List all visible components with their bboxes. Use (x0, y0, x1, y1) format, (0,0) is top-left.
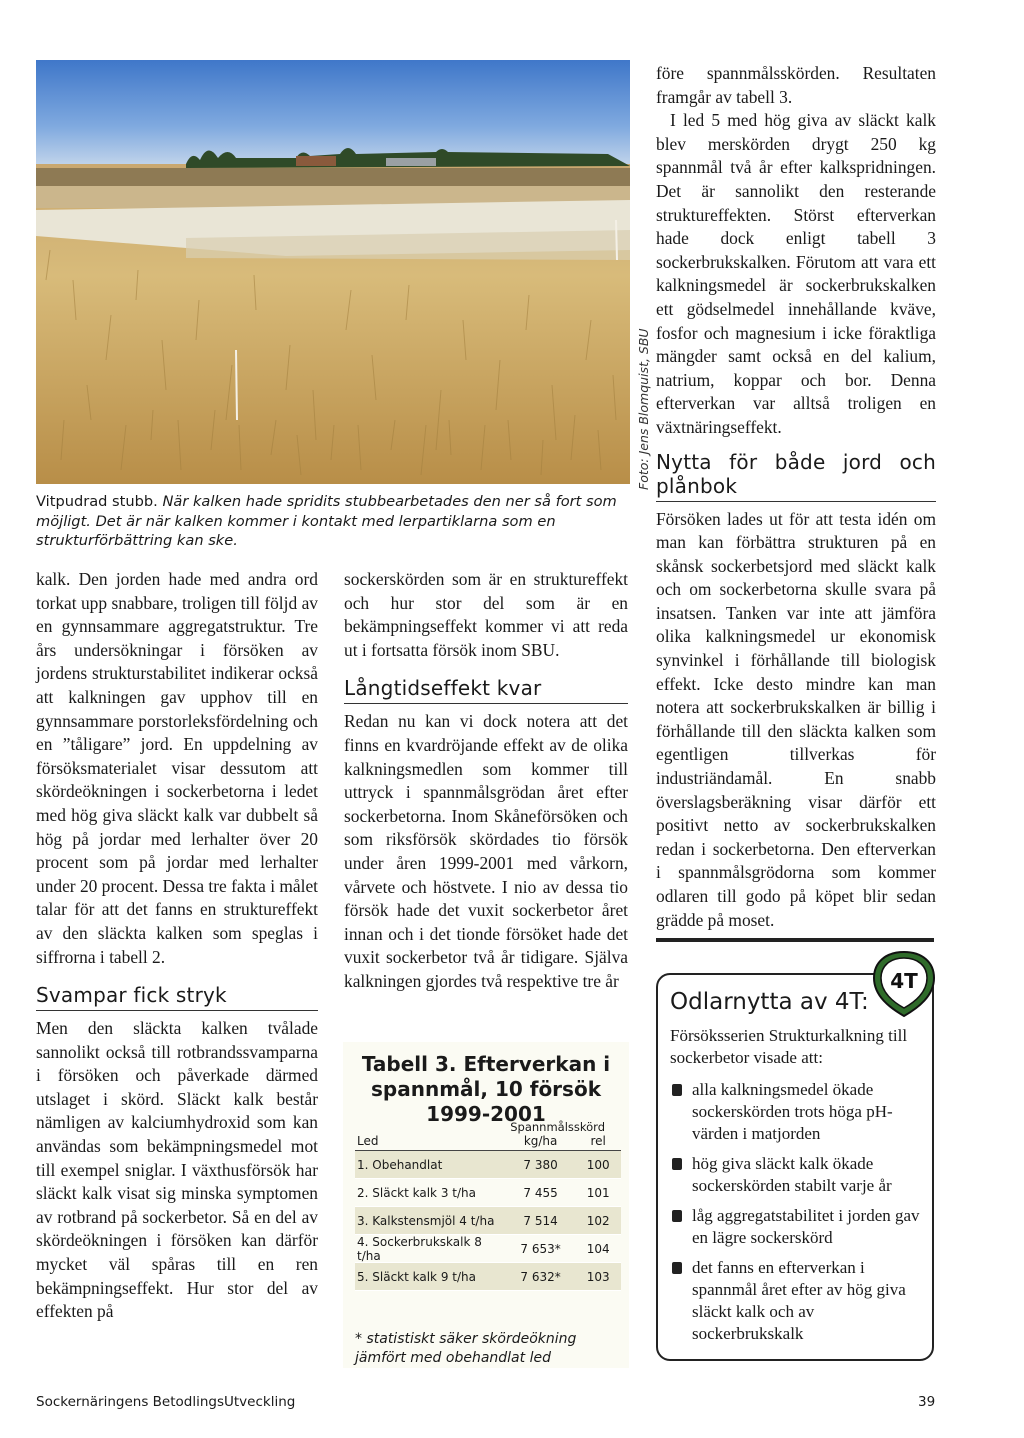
table-footnote: * statistiskt säker skördeökning jämfört med obehandlat led (355, 1331, 577, 1366)
list-item-text: låg aggregatstabilitet i jorden gav en lägre sockerskörd (692, 1206, 920, 1247)
table-cell-kgha: 7 514 (523, 1213, 558, 1228)
table-header-row (355, 1134, 621, 1151)
caption-lead: Vitpudrad stubb. (36, 493, 158, 510)
table-cell-led: 2. Släckt kalk 3 t/ha (357, 1185, 476, 1200)
table-3-box (343, 1042, 629, 1368)
list-item-text: hög giva släckt kalk ökade sockerskörden stabilt varje år (692, 1154, 892, 1195)
bullet-icon (672, 1084, 682, 1096)
col3-paragraph-2: I led 5 med hög giva av släckt kalk blev merskörden drygt 250 kg spannmål två år efter kalkspridningen. Det är sannolikt den resterande struktureffekten. Störst efterverkan hade dock enligt tabell 3 sockerbrukskalken. Förutom att vara ett kalkningsmedel är sockerbrukskalken ett gödselmedel innehållande kväve, fosfor och magnesium i icke föraktliga mängder samt också en del kalium, natrium, koppar och bor. Denna efterverkan var alltså troligen en växtnäringseffekt. (656, 110, 936, 437)
page-number: 39 (918, 1394, 936, 1410)
list-item (670, 1205, 926, 1249)
table-cell-led: 1. Obehandlat (357, 1157, 443, 1172)
photo-caption (36, 492, 626, 551)
table-title: Tabell 3. Efterverkan i spannmål, 10 försök 1999-2001 (361, 1052, 611, 1126)
table-cell-led: 4. Sockerbrukskalk 8 t/ha (357, 1234, 482, 1263)
box-list (670, 1079, 926, 1353)
bullet-icon (672, 1210, 682, 1222)
table-cell-rel: 103 (586, 1269, 610, 1284)
bullet-icon (672, 1158, 682, 1170)
list-item-text: det fanns en efterverkan i spannmål året efter av hög giva släckt kalk och av sockerbrukskalk (692, 1258, 906, 1343)
heading-langtidseffekt: Långtidseffekt kvar (344, 676, 628, 704)
list-item (670, 1079, 926, 1145)
col3-paragraph-1: före spannmålsskörden. Resultaten framgår av tabell 3. (656, 63, 936, 107)
heading-nytta: Nytta för både jord och plånbok (656, 450, 936, 502)
table-row (355, 1179, 621, 1207)
heading-svampar: Svampar fick stryk (36, 983, 318, 1011)
col3-paragraph-3: Försöken lades ut för att testa idén om man kan förbättra strukturen på en skånsk sockerbetsjord med släckt kalk och om sockerbetorna skulle svara på insatsen. Tanken var inte att jämföra olika kalkningsmedel ur ekonomisk synvinkel i förhållande till biologisk effekt. Icke desto mindre kan man notera att sockerbrukskalken är billig i förhållande till den släckta kalken som egentligen tillverkas för industriändamål. En snabb överslagsberäkning visar därför ett positivt netto av sockerbrukskalken redan i sockerbetorna. Den efterverkan i spannmålsgrödorna som kommer odlaren till godo på köpet blir sedan grädde på moset. (656, 508, 936, 930)
table-row (355, 1263, 621, 1291)
table-header-led: Led (357, 1134, 379, 1148)
table-cell-kgha: 7 455 (523, 1185, 558, 1200)
badge-text: 4T (890, 969, 918, 993)
table-cell-rel: 101 (586, 1185, 610, 1200)
footer-publisher: Sockernäringens BetodlingsUtveckling (36, 1394, 296, 1410)
table-row (355, 1207, 621, 1235)
list-item (670, 1153, 926, 1197)
col1-paragraph-2: Men den släckta kalken tvålade sannolikt också till rotbrandssvamparna i försöken och påverkade därmed utslaget i skörd. Släckt kalk består nämligen av kalciumhydroxid som kan användas som bekämpningsmedel mot till exempel sniglar. I växthusförsök har släckt kalk visat sig minska symptomen av rotbrand på sockerbetor. Så en del av skördeökningen i försöken kan därför mycket väl spåras till en ren bekämpningseffekt. Hur stor del av effekten på (36, 1018, 318, 1322)
list-item-text: alla kalkningsmedel ökade sockerskörden trots höga pH-värden i matjorden (692, 1080, 893, 1143)
column-1 (36, 568, 318, 1324)
table-cell-rel: 104 (586, 1241, 610, 1256)
table-row (355, 1151, 621, 1179)
column-rule (656, 938, 934, 942)
table-3 (355, 1120, 621, 1291)
table-cell-led: 3. Kalkstensmjöl 4 t/ha (357, 1213, 495, 1228)
table-cell-rel: 100 (586, 1157, 610, 1172)
box-intro: Försöksserien Strukturkalkning till sockerbetor visade att: (670, 1026, 908, 1067)
table-cell-rel: 102 (586, 1213, 610, 1228)
col1-paragraph-1: kalk. Den jorden hade med andra ord torkat upp snabbare, troligen till följd av en gynnsammare aggregatstruktur. Tre års undersökningar i försöken av jordens strukturstabilitet indikerar också att kalkningen gav upphov till en gynnsammare porstorleksfördelning och en ”tåligare” jord. En uppdelning av försöksmaterialet visar dessutom att skördeökningen i sockerbetorna i ledet med hög giva släckt kalk var dubbelt så hög på jordar med lerhalter över 20 procent som på jordar med lerhalter under 20 procent. Dessa tre fakta i målet talar för att det fanns en struktureffekt av den släckta kalken som speglas i siffrorna i tabell 2. (36, 569, 319, 967)
4t-badge-icon (872, 950, 936, 1018)
caption-text: När kalken hade spridits stubbearbetades den ner så fort som möjligt. Det är när kalken kommer i kontakt med lerpartiklarna som en strukturförbättring kan ske. (36, 493, 617, 549)
list-item (670, 1257, 926, 1345)
table-cell-kgha: 7 380 (523, 1157, 558, 1172)
column-2 (344, 568, 628, 994)
table-group-header: Spannmålsskörd (510, 1120, 605, 1134)
box-title: Odlarnytta av 4T: (670, 989, 869, 1015)
table-cell-kgha: 7 632* (520, 1269, 561, 1284)
table-header-kgha: kg/ha (523, 1134, 558, 1148)
photo-credit (636, 300, 656, 490)
field-photo (36, 60, 630, 484)
col2-paragraph-1: sockerskörden som är en struktureffekt och hur stor del som är en bekämpningseffekt kommer vi att reda ut i fortsatta försök inom SBU. (344, 569, 628, 660)
col2-paragraph-2: Redan nu kan vi dock notera att det finns en kvardröjande effekt av de olika kalkningsmedlen som kommer till uttryck i spannmålsgrödan året efter sockerbetorna. Inom Skåneförsöken och som riksförsök skördades tio försök under åren 1999-2001 med vårkorn, vårvete och höstvete. I nio av dessa tio försök hade det vuxit sockerbetor året innan och i det tionde försöket hade det vuxit sockerbetor två år tidigare. Själva kalkningen gjordes två respektive tre år (344, 711, 628, 991)
table-row (355, 1235, 621, 1263)
table-cell-led: 5. Släckt kalk 9 t/ha (357, 1269, 476, 1284)
bullet-icon (672, 1262, 682, 1274)
table-header-rel: rel (590, 1134, 606, 1148)
table-cell-kgha: 7 653* (520, 1241, 561, 1256)
odlarnytta-box (656, 973, 934, 1361)
column-3 (656, 62, 936, 932)
photo-credit-text: Foto: Jens Blomquist, SBU (636, 328, 651, 490)
